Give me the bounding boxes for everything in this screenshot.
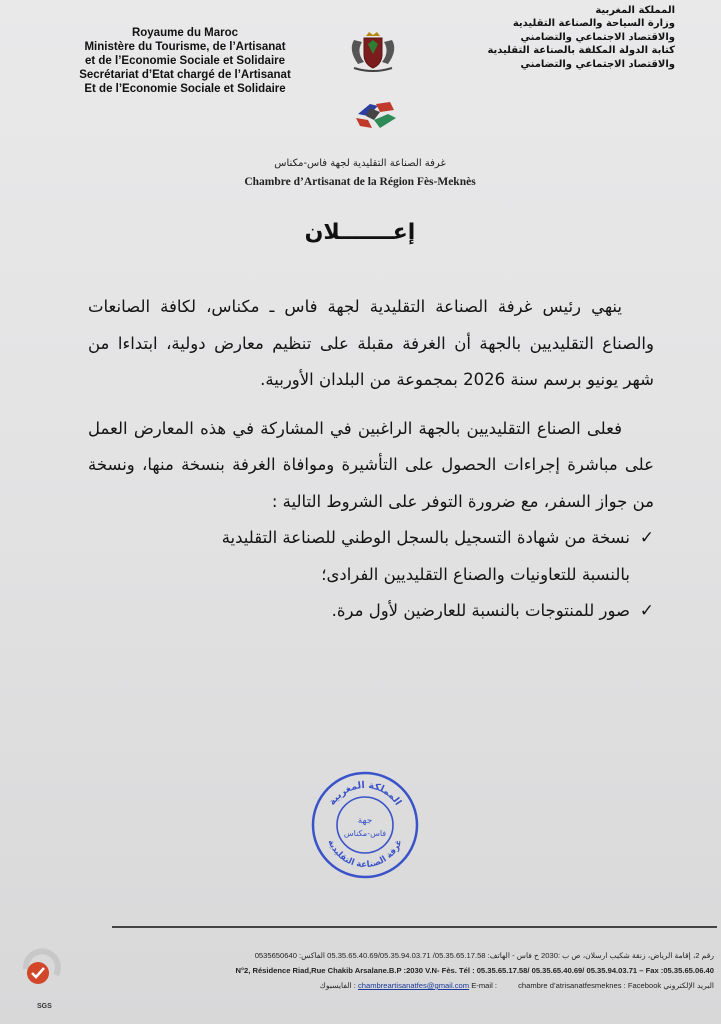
- header-ar-line: والاقتصاد الاجتماعي والتضامني: [520, 31, 675, 43]
- footer-divider: [112, 926, 717, 928]
- footer-email-label: E-mail :: [471, 981, 497, 990]
- checkmark-icon: ✓: [639, 528, 654, 548]
- condition-item-continued: [88, 557, 654, 594]
- announcement-title: إعـــــــلان: [304, 220, 416, 245]
- royal-coat-of-arms-icon: [346, 30, 400, 72]
- footer-contacts-row: [118, 978, 714, 993]
- footer-address-french: N°2, Résidence Riad,Rue Chakib Arsalane.B.P :2030 V.N- Fès. Tél : 05.35.65.17.58/ 05.35.65.40.69/ 05.35.94.03.71 – Fax :05.35.65.06.40: [235, 966, 714, 975]
- footer-facebook-value[interactable]: chambre d’atrisanatfesmeknes :: [518, 981, 626, 990]
- condition-text: بالنسبة للتعاونيات والصناع التقليديين الفرادى؛: [321, 564, 630, 584]
- paragraph-2: فعلى الصناع التقليديين بالجهة الراغبين في المشاركة في هذه المعارض العمل على مباشرة إجراءات الحصول على التأشيرة وموافاة الغرفة بنسخة منها، ونسخة من جواز السفر، مع ضرورة التوفر على الشروط التالية :: [88, 418, 654, 511]
- svg-text:غرفة الصناعة التقليدية: [325, 838, 404, 870]
- header-fr-line: Et de l’Economie Sociale et Solidaire: [84, 83, 286, 95]
- stamp-center-2: فاس-مكناس: [343, 829, 387, 838]
- header-ar-line: كتابة الدولة المكلفة بالصناعة التقليدية: [487, 45, 675, 57]
- footer-facebook-label-ar: الفايسبوك: [319, 981, 352, 990]
- paragraph-1: ينهي رئيس غرفة الصناعة التقليدية لجهة فاس ـ مكناس، لكافة الصانعات والصناع التقليديين بالجهة أن الغرفة مقبلة على تنظيم معارض دولية، ابتداءا من شهر يونيو برسم سنة 2026 بمجموعة من البلدان الأوربية.: [88, 297, 654, 389]
- footer-email-label-ar: البريد الإلكتروني: [663, 981, 714, 990]
- header-ar-line: المملكة المغربية: [595, 5, 675, 16]
- stamp-center-1: جهة: [357, 816, 373, 826]
- footer-facebook-label: Facebook :: [353, 981, 662, 990]
- header-french: [45, 26, 325, 96]
- artisanat-logo-icon: [350, 98, 402, 132]
- official-stamp: [310, 770, 420, 880]
- footer-email-value[interactable]: chambreartisanatfes@gmail.com: [357, 981, 470, 990]
- condition-text: صور للمنتوجات بالنسبة للعارضين لأول مرة.: [331, 601, 630, 620]
- header-ar-line: وزارة السياحة والصناعة التقليدية: [512, 18, 675, 30]
- footer-contact: [118, 948, 714, 993]
- conditions-list: [88, 520, 654, 630]
- condition-item: [88, 520, 654, 557]
- checkmark-icon: ✓: [639, 601, 654, 621]
- header-arabic: [445, 4, 675, 71]
- stamp-outer-bottom: غرفة الصناعة التقليدية: [325, 838, 405, 871]
- header-ar-line: والاقتصاد الاجتماعي والتضامني: [520, 58, 675, 70]
- condition-text: نسخة من شهادة التسجيل بالسجل الوطني للصناعة التقليدية: [221, 528, 630, 547]
- header-fr-line: Royaume du Maroc: [131, 27, 239, 39]
- footer-address-arabic: رقم 2، إقامة الرياض، زنقة شكيب ارسلان، ص ب :2030 ح فاس - الهاتف: 05.35.65.17.58/ 05.35.65.40.69/05.35.94.03.71 الفاكس: 0535650640: [254, 951, 714, 960]
- chamber-name-arabic: غرفة الصناعة التقليدية لجهة فاس-مكناس: [274, 158, 446, 169]
- header-fr-line: Secrétariat d’Etat chargé de l’Artisanat: [79, 69, 291, 81]
- condition-item: [88, 593, 654, 630]
- chamber-name-french: Chambre d’Artisanat de la Région Fès-Meknès: [244, 176, 476, 188]
- header-fr-line: Ministère du Tourisme, de l’Artisanat: [84, 41, 286, 53]
- sgs-certification-icon: [18, 945, 62, 995]
- announcement-body: [88, 289, 654, 630]
- svg-text:المملكة المغربية: [327, 780, 404, 808]
- header-fr-line: et de l’Economie Sociale et Solidaire: [84, 55, 286, 67]
- stamp-outer-top: المملكة المغربية: [326, 779, 404, 808]
- sgs-label: SGS: [37, 1003, 52, 1010]
